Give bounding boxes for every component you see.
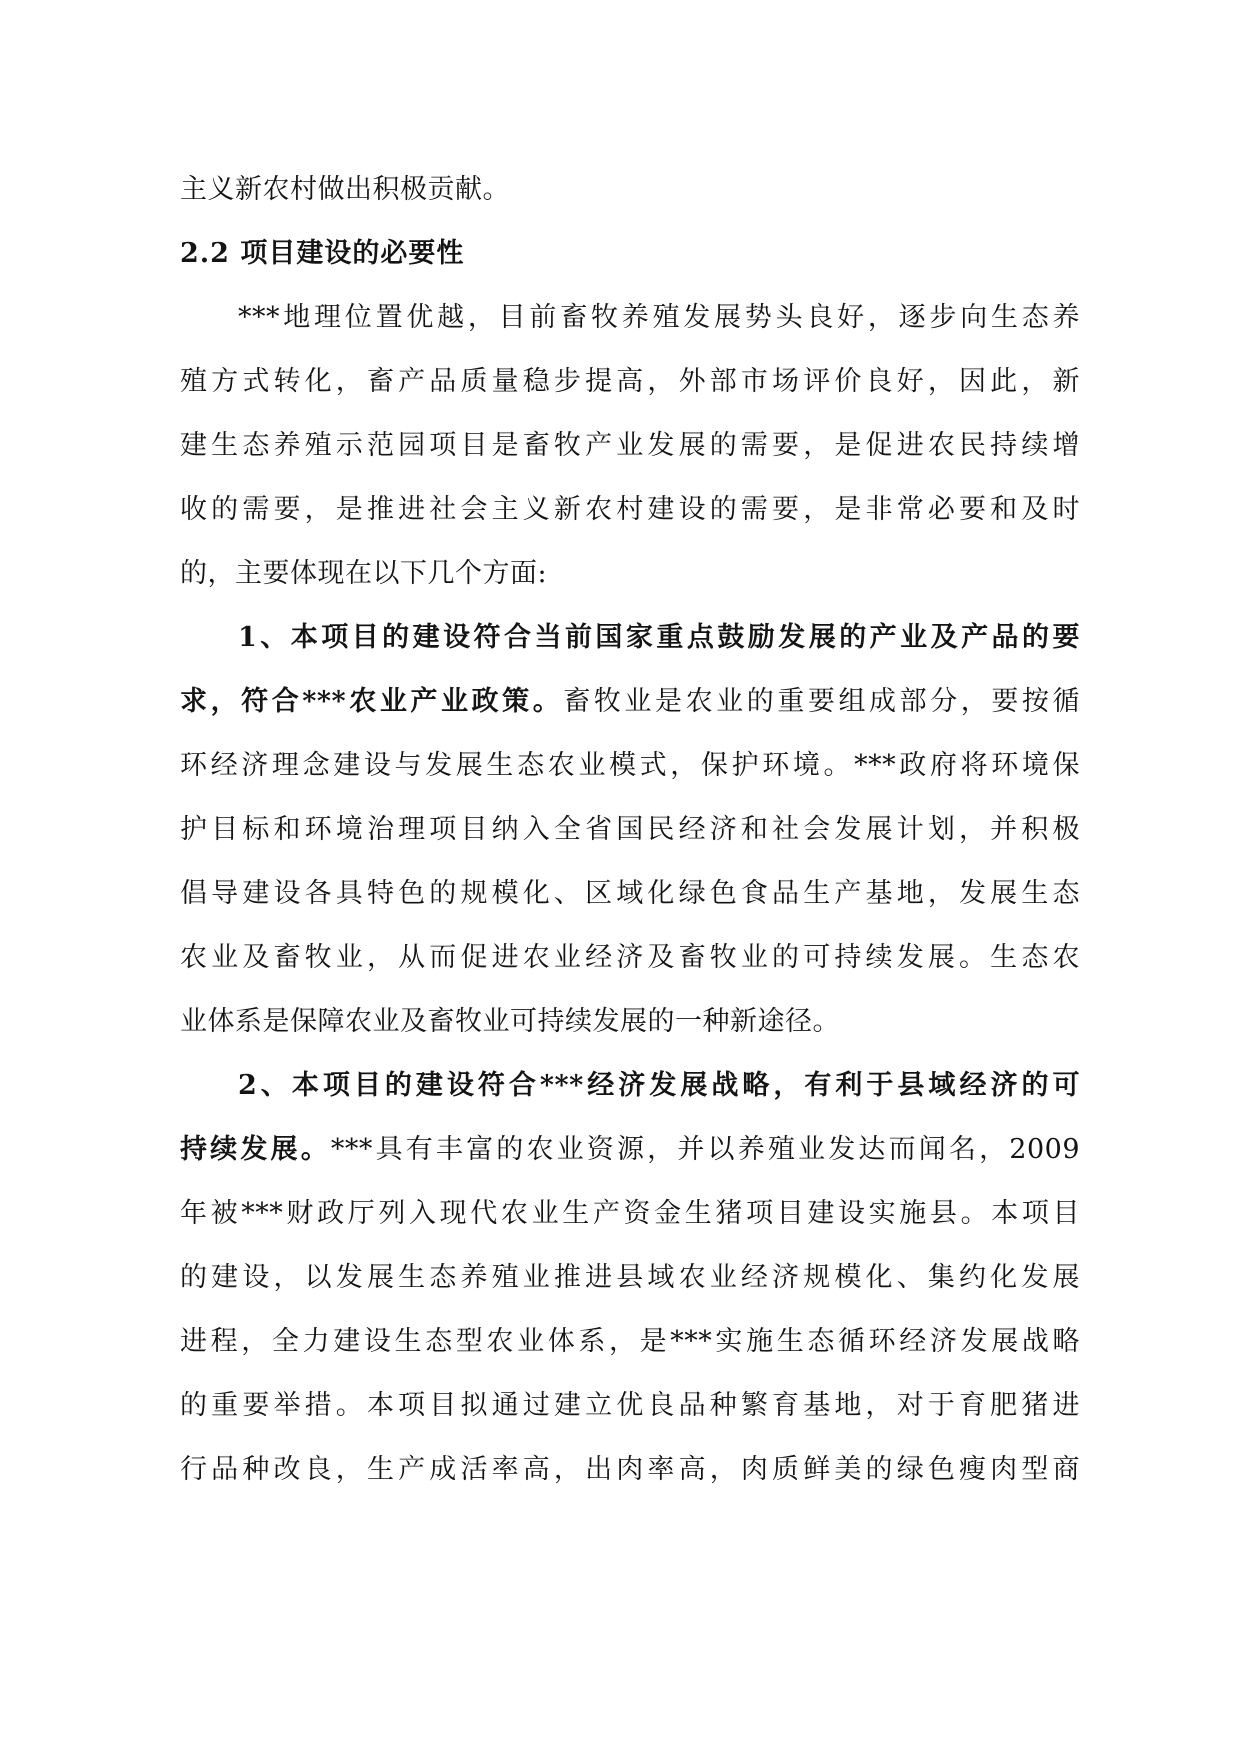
section-heading: 2.2 项目建设的必要性 — [180, 238, 465, 269]
text-line: 的建设，以发展生态养殖业推进县域农业经济规模化、集约化发展 — [180, 1262, 1080, 1293]
text-line: 行品种改良，生产成活率高，出肉率高，肉质鲜美的绿色瘦肉型商 — [180, 1454, 1080, 1485]
text-line: 环经济理念建设与发展生态农业模式，保护环境。***政府将环境保 — [180, 750, 1080, 781]
bold-text-line: 2、本项目的建设符合***经济发展战略，有利于县域经济的可 — [238, 1070, 1080, 1101]
document-page — [180, 158, 1080, 1502]
text-line: 的，主要体现在以下几个方面: — [180, 558, 548, 589]
text-run: 畜牧业是农业的重要组成部分，要按循 — [563, 686, 1081, 717]
text-line: 护目标和环境治理项目纳入全省国民经济和社会发展计划，并积极 — [180, 814, 1080, 845]
text-line: 的重要举措。本项目拟通过建立优良品种繁育基地，对于育肥猪进 — [180, 1390, 1080, 1421]
text-line: 殖方式转化，畜产品质量稳步提高，外部市场评价良好，因此，新 — [180, 366, 1080, 397]
mixed-text-line — [180, 670, 1080, 734]
text-line: 建生态养殖示范园项目是畜牧产业发展的需要，是促进农民持续增 — [180, 430, 1080, 461]
text-line: 主义新农村做出积极贡献。 — [180, 174, 510, 205]
text-line: 年被***财政厅列入现代农业生产资金生猪项目建设实施县。本项目 — [180, 1198, 1080, 1229]
text-line: 进程，全力建设生态型农业体系，是***实施生态循环经济发展战略 — [180, 1326, 1080, 1357]
text-line: 收的需要，是推进社会主义新农村建设的需要，是非常必要和及时 — [180, 494, 1080, 525]
text-line: 农业及畜牧业，从而促进农业经济及畜牧业的可持续发展。生态农 — [180, 942, 1080, 973]
mixed-text-line — [180, 1118, 1080, 1182]
text-line: 业体系是保障农业及畜牧业可持续发展的一种新途径。 — [180, 1006, 840, 1037]
bold-text-run: 持续发展。 — [180, 1134, 331, 1165]
text-line: 倡导建设各具特色的规模化、区域化绿色食品生产基地，发展生态 — [180, 878, 1080, 909]
text-run: ***具有丰富的农业资源，并以养殖业发达而闻名，2009 — [330, 1134, 1080, 1165]
bold-text-run: 求，符合***农业产业政策。 — [180, 686, 564, 717]
bold-text-line: 1、本项目的建设符合当前国家重点鼓励发展的产业及产品的要 — [238, 622, 1080, 653]
text-line: ***地理位置优越，目前畜牧养殖发展势头良好，逐步向生态养 — [238, 302, 1080, 333]
